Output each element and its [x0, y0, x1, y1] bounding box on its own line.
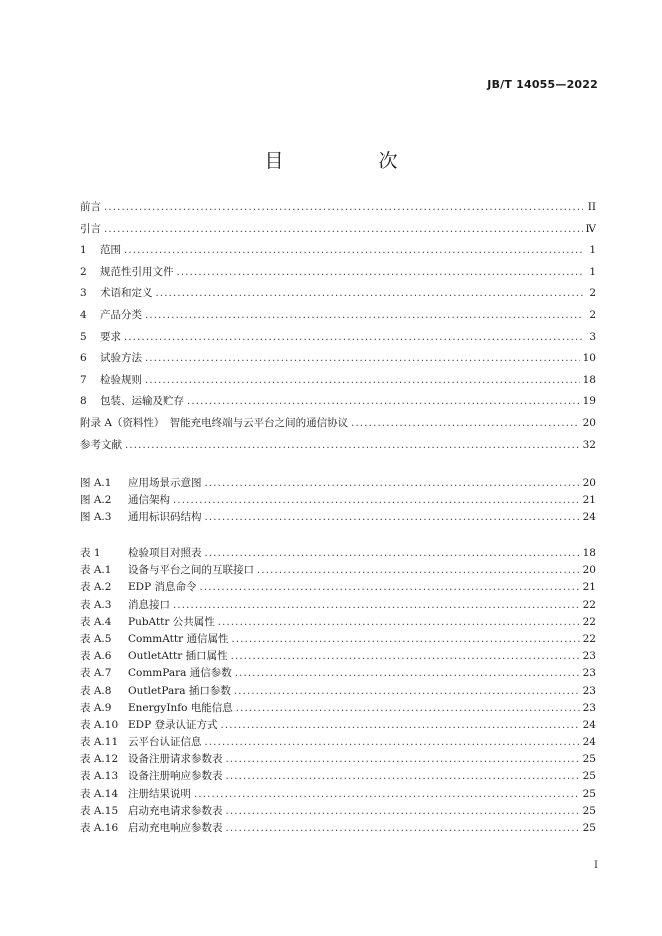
toc-entry-page: 25 [582, 787, 596, 800]
toc-entry-title: PubAttr 公共属性 [128, 615, 215, 628]
toc-entry-title: 产品分类 [100, 308, 142, 321]
toc-entry-title: CommAttr 通信属性 [128, 632, 229, 645]
toc-entry-title: EDP 消息命令 [128, 581, 197, 594]
toc-entry-title: EDP 登录认证方式 [128, 718, 218, 731]
toc-entry-number: 图 A.2 [80, 494, 112, 507]
dot-leader [226, 770, 580, 784]
table-entry[interactable] [80, 563, 596, 580]
toc-entry-number: 表 A.8 [80, 684, 112, 697]
toc-entry-title: 参考文献 [80, 438, 122, 451]
toc-entry-page: 24 [582, 718, 596, 731]
toc-entry-title: 消息接口 [128, 598, 170, 611]
dot-leader [218, 616, 580, 630]
toc-entry-page: 24 [582, 736, 596, 749]
toc-entry-page: 21 [582, 494, 596, 507]
toc-entry-number: 2 [80, 265, 87, 278]
toc-entry-page: 25 [582, 753, 596, 766]
toc-entry-title: 规范性引用文件 [100, 265, 174, 278]
toc-entry-title: CommPara 通信参数 [128, 667, 232, 680]
toc-entry-title: 启动充电响应参数表 [128, 822, 223, 834]
toc-entry-page: 25 [582, 804, 596, 817]
toc-entry-number: 表 A.12 [80, 753, 119, 766]
toc-entry-title: 试验方法 [100, 352, 142, 365]
toc-entry-number: 1 [80, 244, 87, 257]
table-entry[interactable] [80, 804, 596, 821]
dot-leader [235, 667, 580, 681]
table-entry[interactable] [80, 649, 596, 666]
toc-entry-title: 前言 [80, 201, 101, 213]
table-entry[interactable] [80, 769, 596, 786]
dot-leader [173, 494, 580, 508]
table-entry[interactable] [80, 752, 596, 769]
toc-entry-title: 包装、运输及贮存 [100, 395, 184, 408]
dot-leader [145, 374, 580, 388]
toc-entry-page: 23 [582, 701, 596, 714]
toc-entry-page: II [587, 201, 596, 213]
toc-entry-number: 8 [80, 395, 87, 408]
toc-entry-number: 表 A.7 [80, 667, 112, 680]
table-entry[interactable] [80, 718, 596, 735]
toc-entry-page: 10 [582, 352, 596, 365]
toc-entry-page: 22 [582, 632, 596, 645]
dot-leader [145, 309, 583, 323]
toc-entry-number: 表 A.14 [80, 787, 119, 800]
dot-leader [104, 223, 583, 237]
dot-leader [156, 287, 584, 301]
dot-leader [194, 788, 580, 802]
toc-entry-number: 表 A.11 [80, 736, 119, 749]
dot-leader [173, 599, 580, 613]
dot-leader [145, 352, 580, 366]
dot-leader [226, 805, 580, 819]
dot-leader [124, 331, 583, 345]
toc-entry-number: 表 A.16 [80, 822, 119, 834]
toc-entry-title: 启动充电请求参数表 [128, 804, 223, 817]
table-entry[interactable] [80, 615, 596, 632]
toc-entry-page: 22 [582, 615, 596, 628]
toc-entry-title: 检验规则 [100, 373, 142, 386]
dot-leader [205, 511, 580, 525]
toc-entry-title: 引言 [80, 222, 101, 235]
toc-entry-number: 表 A.1 [80, 564, 112, 577]
toc-entry[interactable] [80, 351, 596, 373]
table-entry[interactable] [80, 821, 596, 838]
toc-entry-number: 表 A.9 [80, 701, 112, 714]
dot-leader [200, 581, 580, 595]
table-entry[interactable] [80, 580, 596, 597]
toc-entry[interactable] [80, 200, 596, 222]
toc-entry-title: 设备与平台之间的互联接口 [128, 564, 254, 577]
toc-entry[interactable] [80, 330, 596, 352]
figure-entry[interactable] [80, 493, 596, 510]
toc-entry-page: 22 [582, 598, 596, 611]
dot-leader [177, 266, 584, 280]
toc-entry-title: 范围 [100, 244, 121, 257]
figure-entry[interactable] [80, 476, 596, 493]
toc-entry[interactable] [80, 394, 596, 416]
table-entry[interactable] [80, 546, 596, 563]
toc-entry-page: 1 [589, 265, 596, 278]
dot-leader [351, 417, 579, 431]
toc-entry-page: 2 [589, 308, 596, 321]
toc-entry-title: 设备注册响应参数表 [128, 770, 223, 783]
table-entry[interactable] [80, 701, 596, 718]
toc-entry-title: OutletAttr 插口属性 [128, 650, 228, 663]
toc-entry-number: 表 A.5 [80, 632, 112, 645]
dot-leader [205, 547, 580, 561]
toc-entry[interactable] [80, 308, 596, 330]
toc-entry-title: 通信架构 [128, 494, 170, 507]
standard-number: JB/T 14055—2022 [487, 78, 598, 91]
toc-entry-page: 18 [582, 373, 596, 386]
toc-entry-number: 6 [80, 352, 87, 365]
dot-leader [104, 201, 583, 215]
toc-entry-number: 5 [80, 330, 87, 343]
table-entry[interactable] [80, 598, 596, 615]
dot-leader [226, 753, 580, 767]
dot-leader [226, 822, 580, 836]
dot-leader [257, 564, 580, 578]
dot-leader [221, 719, 580, 733]
dot-leader [205, 736, 580, 750]
toc-entry-number: 7 [80, 373, 87, 386]
toc-entry-title: 设备注册请求参数表 [128, 753, 223, 766]
toc-entry[interactable] [80, 222, 596, 244]
table-entry[interactable] [80, 632, 596, 649]
toc-entry-number: 4 [80, 308, 87, 321]
table-entry[interactable] [80, 787, 596, 804]
toc-table-list [80, 546, 596, 838]
toc-entry-number: 图 A.3 [80, 511, 112, 524]
toc-entry-number: 3 [80, 287, 87, 300]
toc-entry-number: 表 A.3 [80, 598, 112, 611]
table-entry[interactable] [80, 684, 596, 701]
dot-leader [205, 477, 580, 491]
toc-entry-page: 25 [582, 770, 596, 783]
toc-entry-number: 图 A.1 [80, 477, 112, 489]
toc-entry-title: 附录 A（资料性） 智能充电终端与云平台之间的通信协议 [80, 416, 349, 429]
toc-entry-page: 23 [582, 650, 596, 663]
toc-entry-title: EnergyInfo 电能信息 [128, 701, 233, 714]
dot-leader [187, 395, 580, 409]
toc-entry[interactable] [80, 373, 596, 395]
toc-entry-title: 云平台认证信息 [128, 736, 202, 749]
dot-leader [231, 650, 580, 664]
toc-entry-page: 20 [582, 416, 596, 429]
toc-figure-list [80, 476, 596, 528]
toc-entry[interactable] [80, 416, 596, 438]
toc-entry-number: 表 1 [80, 547, 101, 559]
toc-entry[interactable] [80, 265, 596, 287]
dot-leader [231, 633, 579, 647]
page-title: 目 次 [264, 150, 436, 172]
toc-entry-title: 注册结果说明 [128, 787, 191, 800]
toc-entry[interactable] [80, 243, 596, 265]
toc-main-list [80, 200, 596, 459]
toc-entry-page: 24 [582, 511, 596, 524]
toc-entry-title: 应用场景示意图 [128, 477, 202, 489]
toc-entry-number: 表 A.2 [80, 581, 112, 594]
toc-entry-title: OutletPara 插口参数 [128, 684, 231, 697]
toc-entry-page: 23 [582, 684, 596, 697]
toc-entry-page: 18 [582, 547, 596, 559]
toc-entry[interactable] [80, 286, 596, 308]
toc-entry-title: 检验项目对照表 [128, 547, 202, 559]
table-entry[interactable] [80, 735, 596, 752]
toc-entry-page: Ⅳ [585, 222, 596, 235]
dot-leader [236, 702, 580, 716]
toc-entry[interactable] [80, 438, 596, 460]
toc-entry-title: 术语和定义 [100, 287, 153, 300]
toc-entry-page: 32 [582, 438, 596, 451]
toc-entry-title: 要求 [100, 330, 121, 343]
toc-entry-page: 19 [582, 395, 596, 408]
toc-entry-page: 23 [582, 667, 596, 680]
toc-entry-number: 表 A.4 [80, 615, 112, 628]
toc-entry-page: 25 [582, 822, 596, 834]
figure-entry[interactable] [80, 510, 596, 527]
dot-leader [234, 685, 580, 699]
toc-entry-page: 20 [582, 477, 596, 489]
toc-entry-number: 表 A.15 [80, 804, 119, 817]
table-entry[interactable] [80, 666, 596, 683]
toc-entry-page: 2 [589, 287, 596, 300]
toc-entry-page: 20 [582, 564, 596, 577]
toc-entry-number: 表 A.10 [80, 718, 119, 731]
toc-entry-page: 3 [589, 330, 596, 343]
toc-entry-number: 表 A.13 [80, 770, 119, 783]
toc-entry-title: 通用标识码结构 [128, 511, 202, 524]
footer-page-number: I [594, 860, 598, 871]
dot-leader [124, 244, 583, 258]
toc-entry-page: 1 [589, 244, 596, 257]
toc-entry-page: 21 [582, 581, 596, 594]
dot-leader [125, 439, 580, 453]
toc-entry-number: 表 A.6 [80, 650, 112, 663]
